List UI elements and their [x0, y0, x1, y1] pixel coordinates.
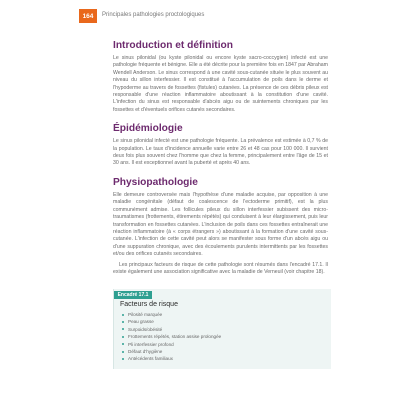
paragraph-epidemiologie: Le sinus pilonidal infecté est une pathologie fréquente. La prévalence est estimée à 0,7 % de la population. Le taux d'incidence annuelle varie entre 26 et 48 cas pour 100 000. Il survient deux fois plus souvent chez l'homme que chez la femme, principalement entre l'âge de 15 et 30 ans. Il est exceptionnel avant la puberté et après 40 ans.: [113, 138, 328, 167]
risk-factors-box: [113, 289, 331, 369]
list-item: Pli interfessier profond: [122, 341, 221, 348]
list-item: Surpoids/obésité: [122, 326, 221, 333]
page-number: 164: [79, 9, 97, 23]
list-item: Antécédents familiaux: [122, 355, 221, 362]
list-item: Défaut d'hygiène: [122, 348, 221, 355]
main-content: [113, 36, 328, 276]
section-title-introduction: Introduction et définition: [113, 40, 233, 51]
list-item: Frottements répétés, station assise prolongée: [122, 333, 221, 340]
page-header: [0, 0, 400, 26]
section-title-physiopathologie: Physiopathologie: [113, 176, 198, 188]
paragraph-physiopathologie-2: Les principaux facteurs de risque de cette pathologie sont résumés dans l'encadré 17.1. Il existe également une association significative avec la maladie de Verneuil (voir chapitre 18).: [113, 261, 328, 275]
section-title-epidemiologie: Épidémiologie: [113, 123, 183, 135]
paragraph-physiopathologie-1: Elle demeure controversée mais l'hypothèse d'une maladie acquise, par opposition à une maladie congénitale (défaut de coalescence de l'ectoderme primitif), est la plus communément admise. Les follicules pileux du sillon interfessier subissent des micro-traumatismes (frottements, étirements répétés) qui conduisent à leur élargissement, puis leur transformation en fossettes cutanées. L'inclusion de poils dans ces fossettes entraînerait une réaction inflammatoire (à « corps étrangers ») aboutissant à la formation d'une cavité sous-cutanée. L'infection de cette cavité peut alors se manifester sous forme d'un abcès aigu ou d'une suppuration chronique, avec des écoulements purulents intermittents par les fossettes et/ou des orifices cutanés secondaires.: [113, 191, 328, 258]
risk-factor-list: [122, 311, 221, 363]
box-title: Facteurs de risque: [120, 301, 178, 308]
running-title: Principales pathologies proctologiques: [102, 12, 205, 18]
box-tag: Encadré 17.1: [114, 291, 152, 299]
list-item: Peau grasse: [122, 318, 221, 325]
paragraph-introduction: Le sinus pilonidal (ou kyste pilonidal ou encore kyste sacro-coccygien) infecté est une pathologie fréquente et bénigne. Elle a été décrite pour la première fois en 1847 par Abraham Wendell Anderson. Le sinus correspond à une cavité sous-cutanée située le plus souvent au niveau du sillon interfessier. Il est constitué à l'accumulation de poils dans le derme et l'hypoderme au travers de fossettes (fistules) cutanées. La présence de ces débris pileux est responsable d'une réaction inflammatoire aboutissant à la constitution d'une cavité. L'infection du sinus est responsable d'abcès aigu ou de suintements chroniques par les fossettes et d'éventuels orifices cutanés secondaires.: [113, 55, 328, 113]
list-item: Pilosité marquée: [122, 311, 221, 318]
